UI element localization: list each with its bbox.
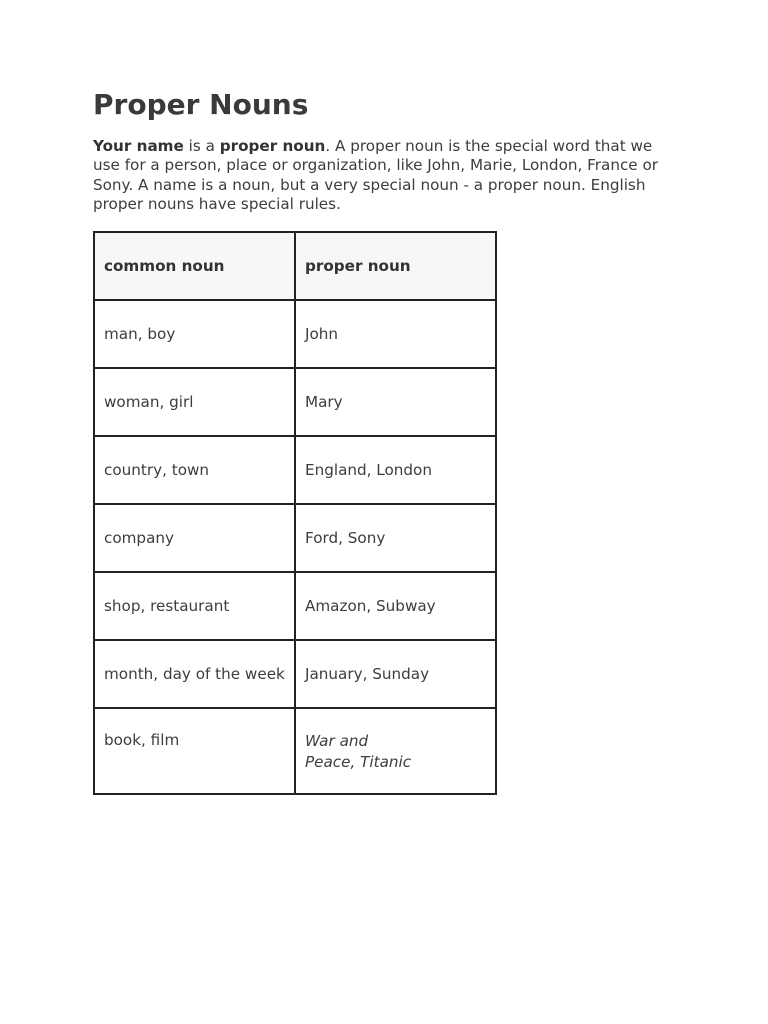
- cell-proper: John: [295, 300, 496, 368]
- cell-common: shop, restaurant: [94, 572, 295, 640]
- table-row: [94, 436, 496, 504]
- intro-text-2: . A proper noun is the special word that we use for a person, place or organization, like John, Marie, London, France or Sony. A name is a noun, but a very special noun - a proper noun. English proper nouns have special rules.: [93, 137, 659, 213]
- cell-proper: Ford, Sony: [295, 504, 496, 572]
- table-row: [94, 640, 496, 708]
- cell-proper: January, Sunday: [295, 640, 496, 708]
- table-row: [94, 572, 496, 640]
- cell-proper: Mary: [295, 368, 496, 436]
- cell-common: month, day of the week: [94, 640, 295, 708]
- header-proper-noun: proper noun: [295, 232, 496, 300]
- intro-text-1: is a: [183, 137, 220, 155]
- table-row: [94, 504, 496, 572]
- nouns-table: [93, 231, 497, 795]
- intro-paragraph: [93, 137, 683, 214]
- cell-common: book, film: [94, 708, 295, 794]
- cell-common: company: [94, 504, 295, 572]
- table-row: [94, 300, 496, 368]
- cell-proper: England, London: [295, 436, 496, 504]
- cell-proper-line-1: War and: [305, 732, 369, 750]
- page-title: Proper Nouns: [93, 88, 309, 121]
- table-row: [94, 708, 496, 794]
- cell-proper: [295, 708, 496, 794]
- header-common-noun: common noun: [94, 232, 295, 300]
- table-header-row: [94, 232, 496, 300]
- cell-common: country, town: [94, 436, 295, 504]
- cell-common: woman, girl: [94, 368, 295, 436]
- intro-bold-proper-noun: proper noun: [219, 137, 326, 155]
- table-row: [94, 368, 496, 436]
- cell-proper-line-2: Peace, Titanic: [305, 753, 412, 771]
- cell-common: man, boy: [94, 300, 295, 368]
- cell-proper: Amazon, Subway: [295, 572, 496, 640]
- intro-bold-your-name: Your name: [93, 137, 184, 155]
